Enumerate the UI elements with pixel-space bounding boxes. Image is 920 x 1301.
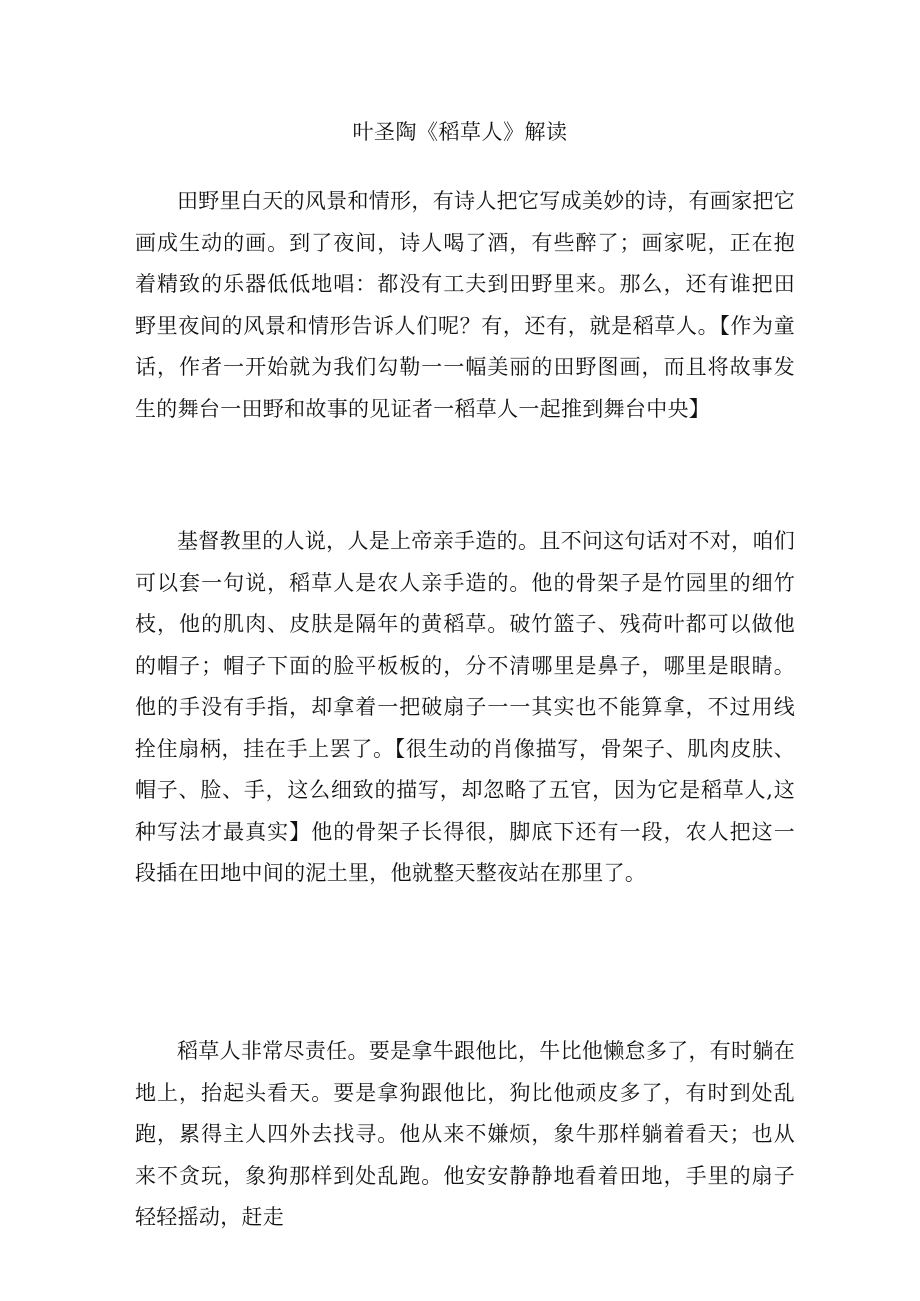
paragraph-2: 基督教里的人说，人是上帝亲手造的。且不问这句话对不对，咱们可以套一句说，稻草人是农人亲手造的。他的骨架子是竹园里的细竹枝，他的肌肉、皮肤是隔年的黄稻草。破竹篮子、残荷叶都可以做他的帽子；帽子下面的脸平板板的，分不清哪里是鼻子，哪里是眼睛。他的手没有手指，却拿着一把破扇子一一其实也不能算拿，不过用线拴住扇柄，挂在手上罢了。【很生动的肖像描写，骨架子、肌肉皮肤、帽子、脸、手，这么细致的描写，却忽略了五官，因为它是稻草人,这种写法才最真实】他的骨架子长得很，脚底下还有一段，农人把这一段插在田地中间的泥土里，他就整天整夜站在那里了。 xyxy=(135,529,795,885)
paragraph-3: 稻草人非常尽责任。要是拿牛跟他比，牛比他懒怠多了，有时躺在地上，抬起头看天。要是拿狗跟他比，狗比他顽皮多了，有时到处乱跑，累得主人四外去找寻。他从来不嫌烦，象牛那样躺着看天；也从来不贪玩，象狗那样到处乱跑。他安安静静地看着田地，手里的扇子轻轻摇动，赶走 xyxy=(135,1039,795,1229)
paragraph-1: 田野里白天的风景和情形，有诗人把它写成美妙的诗，有画家把它画成生动的画。到了夜间，诗人喝了酒，有些醉了；画家呢，正在抱着精致的乐器低低地唱：都没有工夫到田野里来。那么，还有谁把田野里夜间的风景和情形告诉人们呢？有，还有，就是稻草人。【作为童话，作者一开始就为我们勾勒一一幅美丽的田野图画，而且将故事发生的舞台一田野和故事的见证者一稻草人一起推到舞台中央】 xyxy=(135,189,795,421)
document-title: 叶圣陶《稻草人》解读 xyxy=(352,120,568,144)
